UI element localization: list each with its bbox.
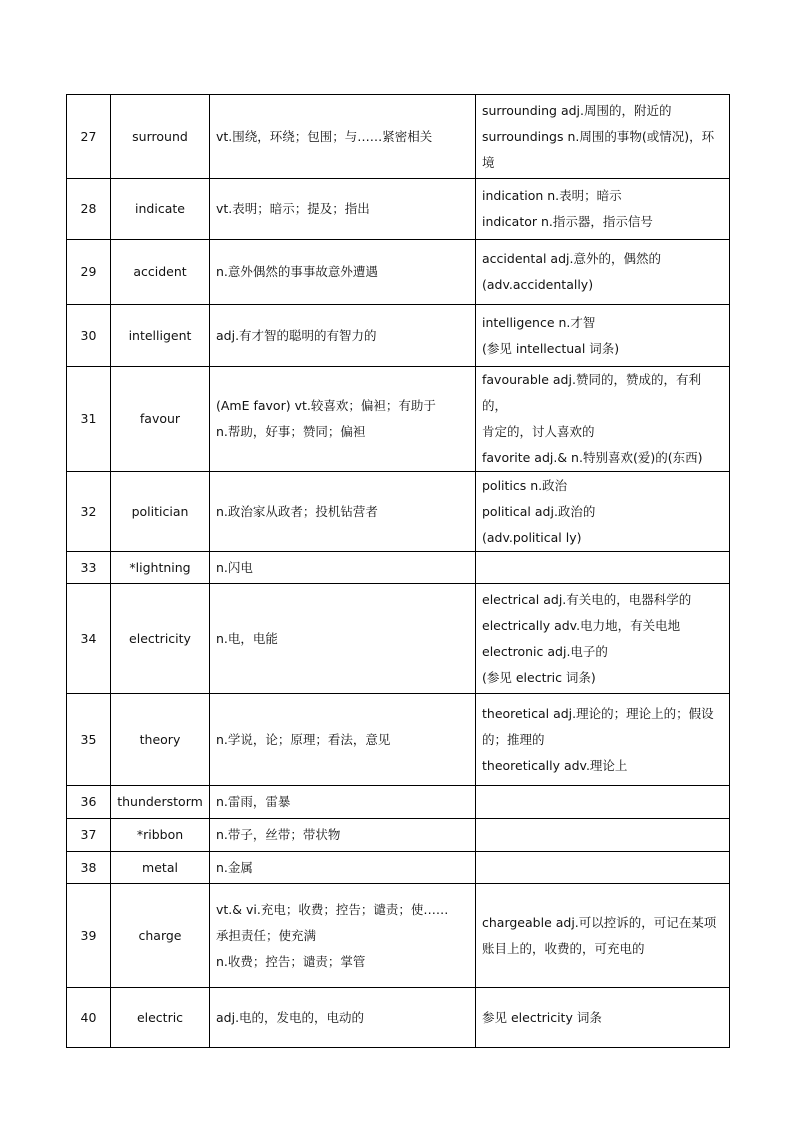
derivative-line: accidental adj.意外的，偶然的 [482, 251, 661, 266]
definition-line: n.雷雨，雷暴 [216, 794, 291, 809]
table-row [67, 988, 730, 1048]
table-row [67, 179, 730, 240]
table-row [67, 819, 730, 852]
derivative-line: intelligence n.才智 [482, 314, 596, 330]
row-number: 37 [67, 819, 111, 852]
derivative-cell [476, 367, 730, 472]
derivative-line: surrounding adj.周围的，附近的 [482, 102, 672, 118]
derivative-line: 账目上的，收费的，可充电的 [482, 940, 645, 956]
derivative-line: chargeable adj.可以控诉的，可记在某项 [482, 914, 717, 930]
derivative-cell [476, 179, 730, 240]
derivative-cell [476, 884, 730, 988]
row-number: 38 [67, 852, 111, 884]
definition-cell [210, 852, 476, 884]
definition-line: vt.围绕，环绕；包围；与……紧密相关 [216, 128, 433, 144]
derivative-cell [476, 472, 730, 552]
derivative-cell [476, 988, 730, 1048]
headword: electric [111, 988, 210, 1048]
headword: surround [111, 95, 210, 179]
definition-cell [210, 95, 476, 179]
definition-cell [210, 305, 476, 367]
definition-cell [210, 552, 476, 584]
table-row [67, 884, 730, 988]
headword: accident [111, 240, 210, 305]
row-number: 39 [67, 884, 111, 988]
definition-cell [210, 786, 476, 819]
table-row [67, 95, 730, 179]
derivative-line: surroundings n.周围的事物(或情况)，环 [482, 128, 715, 144]
derivative-line: 参见 electricity 词条 [482, 1009, 602, 1025]
row-number: 34 [67, 584, 111, 694]
table-row [67, 552, 730, 584]
definition-line: vt.表明；暗示；提及；指出 [216, 201, 370, 216]
row-number: 27 [67, 95, 111, 179]
derivative-cell [476, 819, 730, 852]
derivative-line: indicator n.指示器，指示信号 [482, 214, 653, 229]
derivative-line: political adj.政治的 [482, 503, 596, 519]
definition-cell [210, 884, 476, 988]
definition-line: n.闪电 [216, 559, 253, 575]
definition-line: adj.电的，发电的，电动的 [216, 1009, 365, 1025]
derivative-line: (参见 intellectual 词条) [482, 340, 620, 356]
derivative-cell [476, 552, 730, 584]
derivative-line: theoretically adv.理论上 [482, 757, 628, 773]
definition-line: n.电，电能 [216, 630, 278, 646]
definition-cell [210, 694, 476, 786]
definition-cell [210, 584, 476, 694]
definition-line: n.政治家从政者；投机钻营者 [216, 503, 378, 519]
derivative-line: favorite adj.& n.特别喜欢(爱)的(东西) [482, 450, 703, 465]
derivative-cell [476, 305, 730, 367]
row-number: 30 [67, 305, 111, 367]
derivative-line: indication n.表明；暗示 [482, 188, 622, 203]
definition-line: adj.有才智的聪明的有智力的 [216, 327, 377, 343]
definition-line: n.收费；控告；谴责；掌管 [216, 953, 366, 969]
headword: theory [111, 694, 210, 786]
row-number: 32 [67, 472, 111, 552]
derivative-cell [476, 240, 730, 305]
definition-line: (AmE favor) vt.较喜欢；偏袒；有助于 [216, 398, 436, 413]
definition-cell [210, 472, 476, 552]
row-number: 31 [67, 367, 111, 472]
headword: *lightning [111, 552, 210, 584]
vocabulary-table [66, 94, 730, 1048]
table-row [67, 852, 730, 884]
definition-line: n.意外偶然的事事故意外遭遇 [216, 264, 378, 279]
row-number: 29 [67, 240, 111, 305]
definition-cell [210, 179, 476, 240]
derivative-line: electronic adj.电子的 [482, 643, 608, 659]
headword: charge [111, 884, 210, 988]
derivative-line: electrical adj.有关电的，电器科学的 [482, 591, 692, 607]
table-row [67, 472, 730, 552]
headword: indicate [111, 179, 210, 240]
table-row [67, 305, 730, 367]
derivative-line: 的；推理的 [482, 731, 545, 747]
headword: metal [111, 852, 210, 884]
definition-line: n.学说，论；原理；看法，意见 [216, 731, 391, 747]
derivative-line: (参见 electric 词条) [482, 669, 596, 685]
definition-cell [210, 240, 476, 305]
derivative-line: favourable adj.赞同的，赞成的，有利的， [482, 372, 701, 413]
definition-line: n.带子，丝带；带状物 [216, 827, 341, 842]
headword: intelligent [111, 305, 210, 367]
derivative-line: 境 [482, 154, 495, 170]
derivative-line: 肯定的，讨人喜欢的 [482, 424, 595, 439]
definition-cell [210, 988, 476, 1048]
definition-cell [210, 367, 476, 472]
derivative-line: (adv.political ly) [482, 529, 582, 545]
row-number: 40 [67, 988, 111, 1048]
row-number: 36 [67, 786, 111, 819]
headword: favour [111, 367, 210, 472]
definition-line: n.金属 [216, 859, 253, 875]
definition-cell [210, 819, 476, 852]
derivative-cell [476, 584, 730, 694]
derivative-line: (adv.accidentally) [482, 277, 594, 292]
headword: *ribbon [111, 819, 210, 852]
table-row [67, 240, 730, 305]
headword: electricity [111, 584, 210, 694]
derivative-line: electrically adv.电力地，有关电地 [482, 617, 681, 633]
row-number: 35 [67, 694, 111, 786]
table-row [67, 786, 730, 819]
definition-line: n.帮助，好事；赞同；偏袒 [216, 424, 366, 439]
derivative-line: politics n.政治 [482, 477, 568, 493]
row-number: 28 [67, 179, 111, 240]
table-row [67, 584, 730, 694]
table-row [67, 367, 730, 472]
vocabulary-table-body [67, 95, 730, 1048]
derivative-cell [476, 95, 730, 179]
derivative-cell [476, 786, 730, 819]
headword: politician [111, 472, 210, 552]
derivative-line: theoretical adj.理论的；理论上的；假设 [482, 705, 714, 721]
table-row [67, 694, 730, 786]
definition-line: 承担责任；使充满 [216, 927, 317, 943]
definition-line: vt.& vi.充电；收费；控告；谴责；使…… [216, 901, 449, 917]
derivative-cell [476, 694, 730, 786]
derivative-cell [476, 852, 730, 884]
row-number: 33 [67, 552, 111, 584]
headword: thunderstorm [111, 786, 210, 819]
